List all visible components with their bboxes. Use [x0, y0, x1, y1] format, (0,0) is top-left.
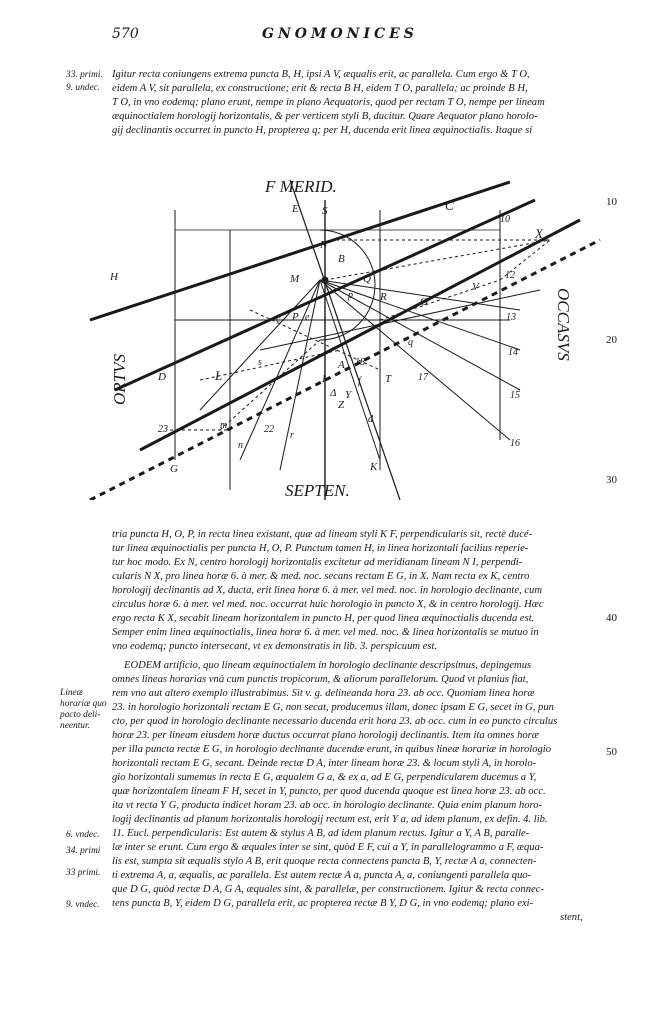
- point-label: E: [292, 203, 299, 215]
- text-line: Igitur recta coniungens extrema puncta B, H, ipsi A V, æqualis erit, ac parallela. Cum ergo & T O,: [112, 69, 530, 80]
- point-label: f: [358, 376, 361, 387]
- margin-note: 34. primi: [66, 846, 101, 856]
- point-label: n: [238, 440, 243, 451]
- text-line: omnes lineas horarias vnà cum punctis tropicorum, & aliorum parallelorum. Quod vt planius fiat,: [112, 674, 529, 685]
- margin-note: 6. vndec.: [66, 830, 100, 840]
- gnomonic-diagram: [80, 170, 615, 500]
- point-label: N: [320, 239, 328, 251]
- point-label: T: [385, 373, 392, 385]
- text-line: EODEM artificio, quo lineam æquinoctialem in horologio declinante descripsimus, depingemus: [124, 660, 532, 671]
- point-label: c: [276, 314, 281, 325]
- point-label: 16: [510, 438, 520, 449]
- point-label: d: [368, 414, 373, 425]
- point-label: Q: [363, 273, 371, 285]
- point-label: K: [370, 461, 378, 473]
- dashed-construction-line: [220, 340, 320, 430]
- text-line: ti extrema A, a, æqualis, ac parallela. Est autem rectæ A a, puncta A, a, coniungenti parallela quo-: [112, 870, 532, 881]
- text-line: 23. in horologio horizontali rectam E G, non secat, producemus illam, donec ipsam E G, secet in G, pun: [112, 702, 554, 713]
- point-label: S: [322, 205, 328, 217]
- point-label: 17: [418, 372, 428, 383]
- point-label: p: [348, 290, 353, 301]
- point-label: r: [290, 430, 294, 441]
- point-label: Y: [345, 389, 352, 401]
- point-label: 15: [510, 390, 520, 401]
- point-label: e: [305, 312, 310, 323]
- text-line: horæ 23. per lineam eiusdem horæ ductus occurrat plano horologij declinantis. Item ita omnes horæ: [112, 730, 539, 741]
- text-line: tria puncta H, O, P, in recta linea existant, quæ ad lineam styli K F, perpendicularis sit, rectè ducé-: [112, 529, 533, 540]
- text-line: gij declinantis occurret in puncto H, propterea q; per H, ducenda erit linea æquinoctialis. Itaque si: [112, 125, 533, 136]
- page-number: 570: [112, 26, 139, 42]
- margin-line-number: 10: [606, 196, 617, 208]
- point-label: A: [338, 359, 345, 371]
- text-line: horizontali rectam E G, secant. Deinde rectæ D A, inter lineam horæ 23. & locum styli A, in horolo-: [112, 758, 537, 769]
- label-occasus: OCCASVS: [554, 288, 573, 361]
- text-line: lis est, sumpta sit æqualis stylo A B, erit quoque recta connectens puncta B, Y, rectæ A a, connecten-: [112, 856, 537, 867]
- margin-line-number: 40: [606, 612, 617, 624]
- point-label: 10: [500, 214, 510, 225]
- text-line: tur linea æquinoctialis per puncta H, O, P. Punctum tamen H, in linea horizontali facilius reperie-: [112, 543, 529, 554]
- point-label: m: [220, 420, 228, 431]
- text-line: 11. Eucl. perpendicularis: Est autem & stylus A B, ad idem planum rectus. Igitur a Y, A B, paralle-: [112, 828, 530, 839]
- point-label: L: [215, 368, 223, 383]
- text-line: cularis N X, pro linea horæ 6. à mer. & med. noc. secans rectam E G, in X. Nam recta ex K, centro: [112, 571, 530, 582]
- running-title: GNOMONICES: [262, 26, 418, 42]
- margin-note: 33 primi.: [66, 868, 101, 878]
- text-line: ergo recta K X, secabit lineam horizontalem in puncto H, per quod linea æquinoctialis ducenda est.: [112, 613, 535, 624]
- text-line: tur hoc modo. Ex N, centro horologij horizontalis excitetur ad meridianam lineam N I, perpendi-: [112, 557, 523, 568]
- text-line: logij declinantis ad planum horizontalis horologij rectum est, erit Y a, ad idem planum, ex defin. 4. lib.: [112, 814, 548, 825]
- text-line: horologij declinantis ad X, ducta, erit linea horæ 6. à mer. vel med. noc. in horologio declinante, cum: [112, 585, 542, 596]
- label-merid: F MERID.: [265, 177, 337, 196]
- text-line: eidem A V, sit parallela, ex constructione; erit & recta B H, eidem T O, parallela; ac proinde B H,: [112, 83, 528, 94]
- text-line: cto, per quod in horologio declinante necessario ducenda erit hora 23. ab occ. cum in eo puncto circulus: [112, 716, 558, 727]
- point-label: G: [170, 463, 178, 475]
- text-line: rem vno aut altero exemplo illustrabimus. Sit v. g. delineanda hora 23. ab occ. Quoniam linea horæ: [112, 688, 535, 699]
- margin-note-top-2: 9. undec.: [66, 83, 101, 93]
- point-label: I: [322, 373, 326, 385]
- text-line: stent,: [560, 912, 583, 923]
- point-label: R: [380, 291, 387, 303]
- point-label: X: [535, 226, 543, 241]
- text-line: æquinoctialem horologij horizontalis, & per verticem styli B, ducitur. Quare Aequator plano horolo-: [112, 111, 538, 122]
- text-line: tens puncta B, Y, eidem D G, parallela erit, ac propterea rectæ B Y, D G, in vno eodemq; plano exi-: [112, 898, 534, 909]
- point-label: Z: [338, 399, 345, 411]
- margin-line-number: 50: [606, 746, 617, 758]
- page-header: [112, 26, 472, 50]
- text-line: Semper enim linea æquinoctialis, linea horæ 6. à mer. vel med. noc. & linea horizontalis se mutuo in: [112, 627, 539, 638]
- diagonal-line: [240, 280, 320, 460]
- center-point: [322, 277, 328, 283]
- margin-note-lineae: Lineæ horariæ quo pacto deli- neentur.: [60, 688, 107, 731]
- point-label: V: [472, 281, 479, 293]
- point-label: 18: [355, 357, 365, 368]
- margin-note-top-1: 33. primi.: [66, 70, 103, 80]
- label-ortus: ORTVS: [110, 354, 129, 405]
- thick-dashed-line: [90, 240, 600, 500]
- point-label: q: [408, 337, 413, 348]
- margin-line-number: 30: [606, 474, 617, 486]
- point-label: C: [445, 198, 454, 213]
- point-label: P: [292, 311, 299, 323]
- point-label: 23: [158, 424, 168, 435]
- text-line: circulus horæ 6. à mer. vel med. noc. occurrat huic horologio in puncto X, & in centro horologij. Hæc: [112, 599, 544, 610]
- text-line: quæ horizontalem lineam F H, secet in Y, puncto, per quod ducenda quoque est linea horæ 23. ab occ.: [112, 786, 546, 797]
- text-line: gio horizontali sumemus in recta E G, æqualem G a, & ex a, ad E G, perpendicularem ducemus a Y,: [112, 772, 537, 783]
- text-line: læ inter se erunt. Cum ergo & æquales inter se sint, quòd E F, cui a Y, in parallelogrammo a F, æqua-: [112, 842, 544, 853]
- point-label: D: [158, 371, 166, 383]
- label-septen: SEPTEN.: [285, 481, 350, 500]
- text-line: que D G, quòd rectæ D A, G A, æquales sint, & parallelæ, per constructionem. Igitur & recta connec-: [112, 884, 544, 895]
- point-label: 12: [505, 270, 515, 281]
- text-line: per illa puncta rectæ E G, in horologio declinante ducendæ erunt, in quibus lineæ horariæ in horologio: [112, 744, 552, 755]
- text-line: ita vt recta Y G, producta indicet horam 23. ab occ. in horologio declinante. Quia enim planum horo-: [112, 800, 543, 811]
- margin-note: 9. vndec.: [66, 900, 100, 910]
- point-label: M: [290, 273, 300, 285]
- point-label: O: [420, 296, 428, 308]
- point-label: 13: [506, 312, 516, 323]
- point-label: H: [110, 271, 118, 283]
- point-label: B: [338, 253, 345, 265]
- margin-line-number: 20: [606, 334, 617, 346]
- text-line: vno eodemq; puncto intersecant, vt ex demonstratis in lib. 3. perspicuum est.: [112, 641, 438, 652]
- point-label: 22: [264, 424, 274, 435]
- point-label: Δ: [330, 387, 337, 399]
- text-line: T O, in vno eodemq; plano erunt, nempe in plano Aequatoris, quod per rectam T O, nempe per lineam: [112, 97, 545, 108]
- point-label: s: [258, 357, 262, 368]
- thick-line-3: [140, 220, 580, 450]
- point-label: 14: [508, 347, 518, 358]
